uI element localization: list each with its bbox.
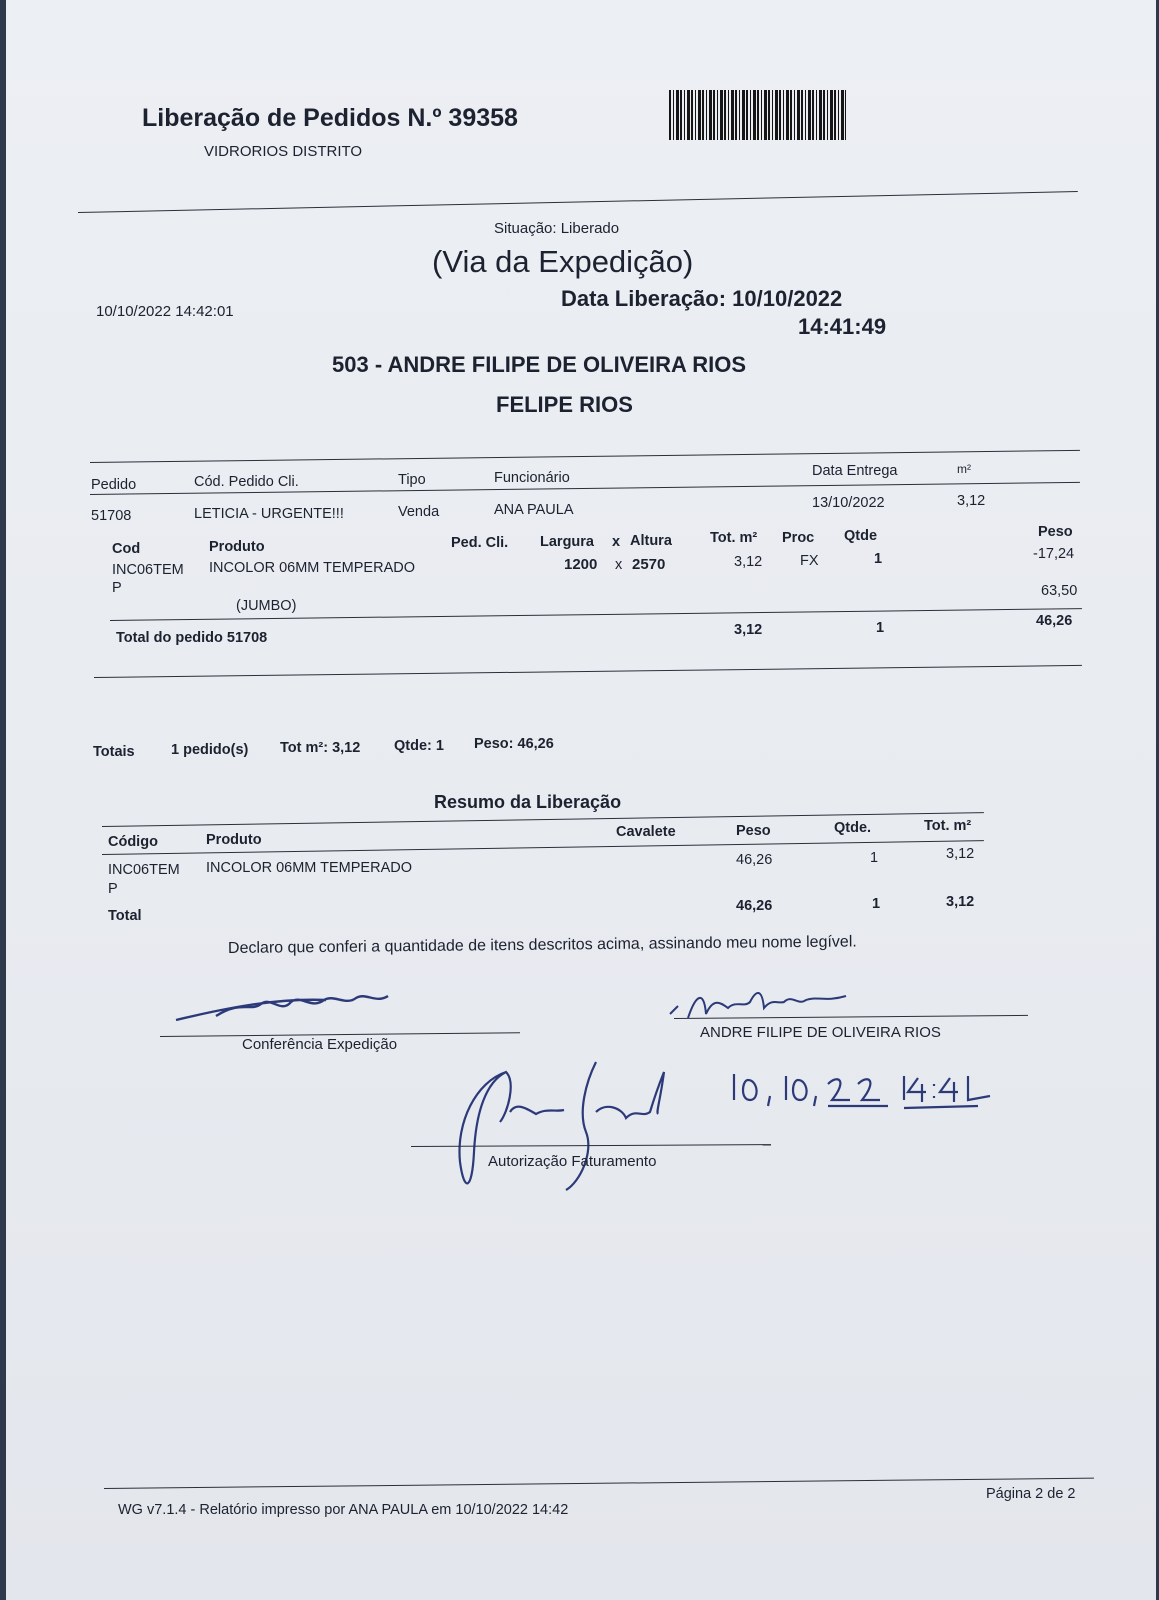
- item-proc: FX: [800, 553, 819, 569]
- summary-title: Resumo da Liberação: [434, 792, 622, 812]
- totals-orders: 1 pedido(s): [171, 742, 249, 758]
- header-divider: [78, 191, 1078, 213]
- col-largura: Largura: [540, 534, 594, 550]
- page-number: Página 2 de 2: [986, 1486, 1076, 1502]
- summary-item-product: INCOLOR 06MM TEMPERADO: [206, 860, 412, 876]
- summary-total-weight: 46,26: [736, 898, 773, 914]
- col-m2: m²: [957, 462, 971, 476]
- release-date: Data Liberação: 10/10/2022: [561, 286, 843, 311]
- summary-col-qtde: Qtde.: [834, 820, 872, 836]
- col-x: x: [612, 534, 621, 550]
- col-qtde: Qtde: [844, 528, 878, 544]
- summary-col-cavalete: Cavalete: [616, 824, 676, 840]
- client-order-code: LETICIA - URGENTE!!!: [194, 506, 344, 522]
- totals-qty: Qtde: 1: [394, 738, 444, 754]
- totals-weight: Peso: 46,26: [474, 736, 554, 752]
- order-total-weight: 46,26: [1036, 613, 1073, 629]
- delivery-date: 13/10/2022: [812, 495, 885, 511]
- item-code-cont: P: [112, 580, 122, 596]
- client-alias: FELIPE RIOS: [496, 392, 633, 417]
- footer-rule: [104, 1478, 1094, 1489]
- item-tot-m2: 3,12: [734, 554, 763, 570]
- col-altura: Altura: [630, 533, 672, 549]
- summary-item-qty: 1: [870, 850, 879, 866]
- summary-total-qty: 1: [872, 896, 881, 912]
- item-x: x: [615, 557, 623, 573]
- summary-item-weight: 46,26: [736, 852, 773, 868]
- order-total-m2: 3,12: [734, 622, 763, 638]
- order-total-label: Total do pedido 51708: [116, 630, 268, 646]
- footer-printed-by: WG v7.1.4 - Relatório impresso por ANA PAULA em 10/10/2022 14:42: [118, 1502, 569, 1518]
- summary-item-code: INC06TEM: [108, 862, 180, 878]
- totals-m2: Tot m²: 3,12: [280, 740, 361, 756]
- order-table-top-rule: [90, 450, 1080, 463]
- item-code: INC06TEM: [112, 562, 184, 578]
- col-funcionario: Funcionário: [494, 470, 570, 486]
- summary-total-label: Total: [108, 908, 142, 924]
- totals-label: Totais: [93, 744, 135, 760]
- col-pedido: Pedido: [91, 477, 137, 493]
- item-height: 2570: [632, 556, 666, 573]
- printed-timestamp: 10/10/2022 14:42:01: [96, 303, 234, 320]
- col-peso: Peso: [1038, 524, 1073, 540]
- item-qty: 1: [874, 551, 883, 567]
- order-m2: 3,12: [957, 493, 986, 509]
- item-product-extra: (JUMBO): [236, 598, 297, 614]
- summary-col-codigo: Código: [108, 834, 158, 850]
- summary-total-m2: 3,12: [946, 894, 975, 910]
- status-text: Situação: Liberado: [494, 220, 620, 237]
- declaration-text: Declaro que conferi a quantidade de itens descritos acima, assinando meu nome legível.: [227, 933, 857, 957]
- item-weight-a: -17,24: [1033, 546, 1075, 562]
- col-cod: Cod: [112, 541, 141, 557]
- autorizacao-label: Autorização Faturamento: [488, 1153, 657, 1170]
- summary-col-tot-m2: Tot. m²: [924, 818, 972, 834]
- col-data-entrega: Data Entrega: [812, 463, 898, 479]
- item-product: INCOLOR 06MM TEMPERADO: [209, 560, 415, 576]
- document-title: Liberação de Pedidos N.º 39358: [142, 104, 518, 132]
- col-tot-m2: Tot. m²: [710, 530, 758, 546]
- client-name: 503 - ANDRE FILIPE DE OLIVEIRA RIOS: [332, 352, 746, 377]
- conferencia-signature: [156, 990, 416, 1030]
- item-width: 1200: [564, 556, 598, 573]
- summary-col-produto: Produto: [206, 832, 262, 848]
- item-weight-b: 63,50: [1041, 583, 1078, 599]
- summary-col-peso: Peso: [736, 823, 771, 839]
- barcode: [669, 90, 846, 140]
- via-label: (Via da Expedição): [432, 244, 694, 279]
- col-produto: Produto: [209, 539, 265, 555]
- col-proc: Proc: [782, 530, 815, 546]
- col-tipo: Tipo: [398, 472, 426, 488]
- order-type: Venda: [398, 504, 440, 520]
- col-cod-pedido-cli: Cód. Pedido Cli.: [194, 474, 299, 490]
- order-total-qty: 1: [876, 620, 885, 636]
- items-bottom-rule: [94, 665, 1082, 678]
- summary-item-code-cont: P: [108, 881, 118, 897]
- release-time: 14:41:49: [798, 314, 887, 339]
- summary-item-m2: 3,12: [946, 846, 975, 862]
- autorizacao-signature: [446, 1052, 696, 1202]
- col-ped-cli: Ped. Cli.: [451, 535, 509, 551]
- handwritten-date: [728, 1066, 1018, 1118]
- document-page: [6, 0, 1156, 1600]
- order-number: 51708: [91, 508, 132, 524]
- employee-name: ANA PAULA: [494, 502, 574, 518]
- client-signature-label: ANDRE FILIPE DE OLIVEIRA RIOS: [700, 1024, 941, 1041]
- conferencia-label: Conferência Expedição: [242, 1036, 398, 1053]
- company-name: VIDRORIOS DISTRITO: [204, 143, 363, 160]
